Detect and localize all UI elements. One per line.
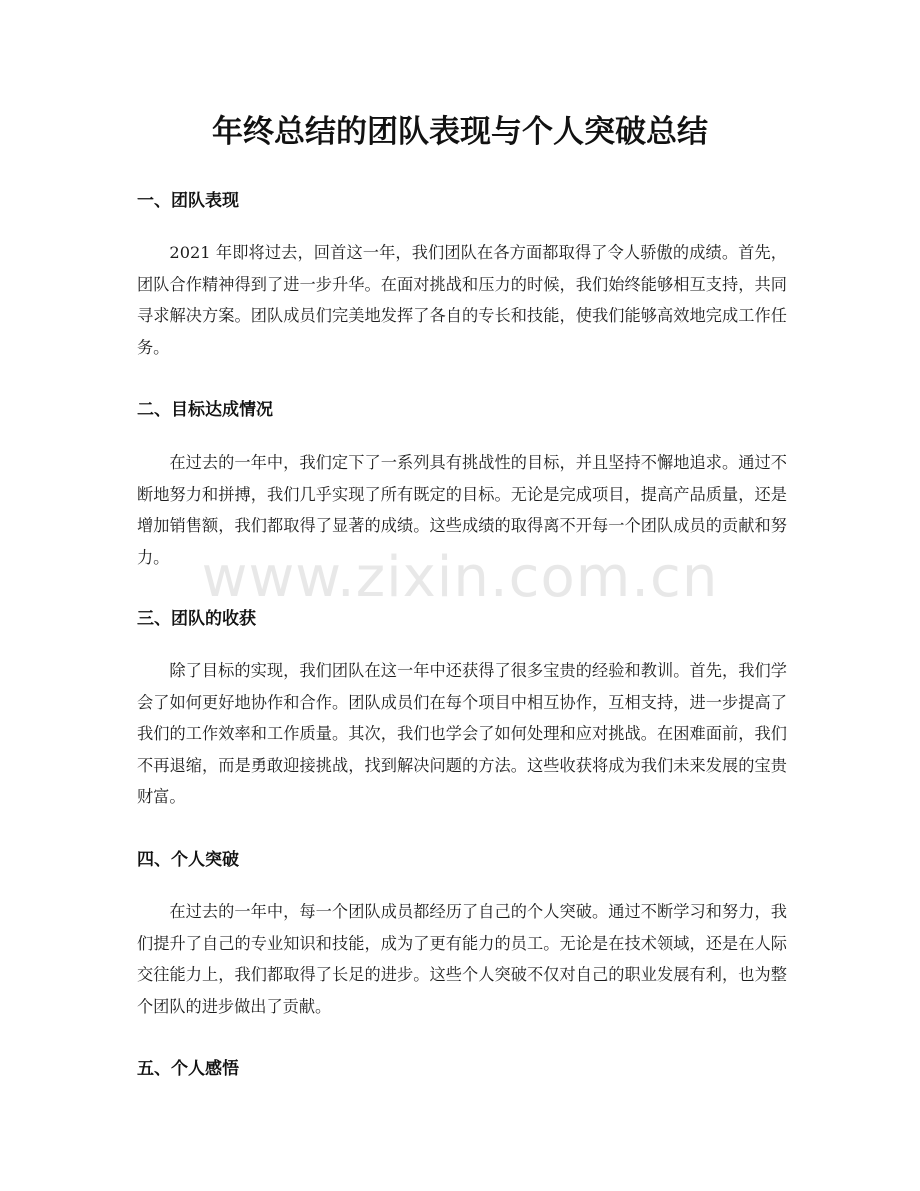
section-heading-goal-achievement: 二、目标达成情况 (137, 400, 273, 420)
section-heading-team-gains: 三、团队的收获 (137, 609, 256, 629)
section-paragraph-goal-achievement: 在过去的一年中，我们定下了一系列具有挑战性的目标，并且坚持不懈地追求。通过不断地努力和拼搏，我们几乎实现了所有既定的目标。无论是完成项目，提高产品质量，还是增加销售额，我们都取得了显著的成绩。这些成绩的取得离不开每一个团队成员的贡献和努力。 (137, 453, 787, 567)
watermark-text: www.zixin.com.cn (201, 545, 719, 610)
section-heading-team-performance: 一、团队表现 (137, 191, 239, 211)
section-heading-personal-reflection: 五、个人感悟 (137, 1059, 239, 1079)
section-paragraph-team-performance: 2021 年即将过去，回首这一年，我们团队在各方面都取得了令人骄傲的成绩。首先，团队合作精神得到了进一步升华。在面对挑战和压力的时候，我们始终能够相互支持，共同寻求解决方案。团队成员们完美地发挥了各自的专长和技能，使我们能够高效地完成工作任务。 (137, 243, 787, 357)
section-paragraph-team-gains: 除了目标的实现，我们团队在这一年中还获得了很多宝贵的经验和教训。首先，我们学会了如何更好地协作和合作。团队成员们在每个项目中相互协作，互相支持，进一步提高了我们的工作效率和工作质量。其次，我们也学会了如何处理和应对挑战。在困难面前，我们不再退缩，而是勇敢迎接挑战，找到解决问题的方法。这些收获将成为我们未来发展的宝贵财富。 (137, 661, 787, 806)
section-paragraph-personal-breakthrough: 在过去的一年中，每一个团队成员都经历了自己的个人突破。通过不断学习和努力，我们提升了自己的专业知识和技能，成为了更有能力的员工。无论是在技术领域，还是在人际交往能力上，我们都取得了长足的进步。这些个人突破不仅对自己的职业发展有利，也为整个团队的进步做出了贡献。 (137, 902, 787, 1016)
section-heading-personal-breakthrough: 四、个人突破 (137, 850, 239, 870)
document-title: 年终总结的团队表现与个人突破总结 (212, 114, 708, 150)
